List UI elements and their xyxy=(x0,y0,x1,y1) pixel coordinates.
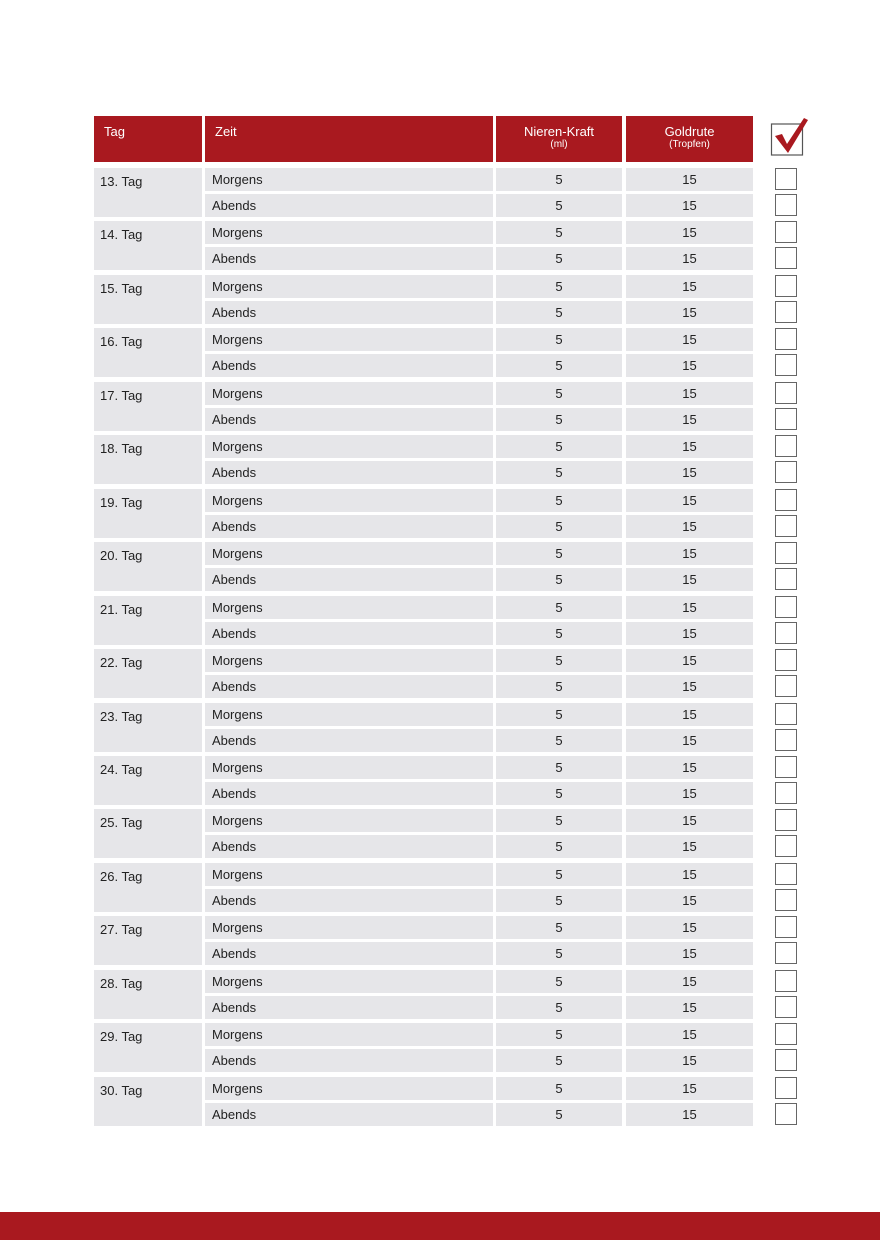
header-zeit-label: Zeit xyxy=(215,124,237,139)
time-of-day-cell: Abends xyxy=(205,1049,493,1072)
time-of-day-cell: Abends xyxy=(205,515,493,538)
header-nieren-kraft-unit: (ml) xyxy=(550,139,568,150)
intake-checkbox[interactable] xyxy=(775,408,797,430)
day-label: 26. Tag xyxy=(94,863,202,912)
nieren-kraft-dose-cell: 5 xyxy=(496,461,622,484)
goldrute-dose-cell: 15 xyxy=(626,515,753,538)
intake-checkbox[interactable] xyxy=(775,275,797,297)
time-of-day-cell: Morgens xyxy=(205,542,493,565)
header-goldrute-unit: (Tropfen) xyxy=(669,139,710,150)
nieren-kraft-dose-cell: 5 xyxy=(496,889,622,912)
goldrute-dose-cell: 15 xyxy=(626,809,753,832)
nieren-kraft-dose-cell: 5 xyxy=(496,275,622,298)
nieren-kraft-dose-cell: 5 xyxy=(496,247,622,270)
intake-checkbox[interactable] xyxy=(775,649,797,671)
time-of-day-cell: Morgens xyxy=(205,703,493,726)
day-label: 23. Tag xyxy=(94,703,202,752)
time-of-day-cell: Morgens xyxy=(205,596,493,619)
day-label: 19. Tag xyxy=(94,489,202,538)
goldrute-dose-cell: 15 xyxy=(626,221,753,244)
time-of-day-cell: Morgens xyxy=(205,809,493,832)
day-label: 30. Tag xyxy=(94,1077,202,1126)
nieren-kraft-dose-cell: 5 xyxy=(496,542,622,565)
intake-checkbox[interactable] xyxy=(775,835,797,857)
time-of-day-cell: Abends xyxy=(205,835,493,858)
goldrute-dose-cell: 15 xyxy=(626,382,753,405)
goldrute-dose-cell: 15 xyxy=(626,408,753,431)
nieren-kraft-dose-cell: 5 xyxy=(496,489,622,512)
time-of-day-cell: Morgens xyxy=(205,275,493,298)
goldrute-dose-cell: 15 xyxy=(626,996,753,1019)
intake-checkbox[interactable] xyxy=(775,1077,797,1099)
goldrute-dose-cell: 15 xyxy=(626,756,753,779)
nieren-kraft-dose-cell: 5 xyxy=(496,1103,622,1126)
day-label: 14. Tag xyxy=(94,221,202,270)
intake-checkbox[interactable] xyxy=(775,568,797,590)
nieren-kraft-dose-cell: 5 xyxy=(496,1077,622,1100)
nieren-kraft-dose-cell: 5 xyxy=(496,996,622,1019)
goldrute-dose-cell: 15 xyxy=(626,1049,753,1072)
nieren-kraft-dose-cell: 5 xyxy=(496,194,622,217)
nieren-kraft-dose-cell: 5 xyxy=(496,782,622,805)
day-label: 21. Tag xyxy=(94,596,202,645)
goldrute-dose-cell: 15 xyxy=(626,889,753,912)
goldrute-dose-cell: 15 xyxy=(626,729,753,752)
time-of-day-cell: Abends xyxy=(205,301,493,324)
nieren-kraft-dose-cell: 5 xyxy=(496,435,622,458)
time-of-day-cell: Abends xyxy=(205,782,493,805)
intake-checkbox[interactable] xyxy=(775,782,797,804)
header-tag-label: Tag xyxy=(104,124,125,139)
intake-checkbox[interactable] xyxy=(775,675,797,697)
time-of-day-cell: Morgens xyxy=(205,1077,493,1100)
intake-checkbox[interactable] xyxy=(775,1049,797,1071)
day-label: 15. Tag xyxy=(94,275,202,324)
day-label: 16. Tag xyxy=(94,328,202,377)
time-of-day-cell: Morgens xyxy=(205,1023,493,1046)
day-label: 22. Tag xyxy=(94,649,202,698)
header-goldrute-label: Goldrute xyxy=(664,124,715,139)
intake-checkbox[interactable] xyxy=(775,354,797,376)
goldrute-dose-cell: 15 xyxy=(626,1103,753,1126)
header-nieren-kraft-label: Nieren-Kraft xyxy=(523,124,595,139)
goldrute-dose-cell: 15 xyxy=(626,1023,753,1046)
goldrute-dose-cell: 15 xyxy=(626,596,753,619)
day-label: 20. Tag xyxy=(94,542,202,591)
time-of-day-cell: Morgens xyxy=(205,489,493,512)
day-label: 28. Tag xyxy=(94,970,202,1019)
intake-checkbox[interactable] xyxy=(775,809,797,831)
intake-checkbox[interactable] xyxy=(775,515,797,537)
nieren-kraft-dose-cell: 5 xyxy=(496,649,622,672)
intake-checkbox[interactable] xyxy=(775,889,797,911)
intake-checkbox[interactable] xyxy=(775,301,797,323)
intake-checkbox[interactable] xyxy=(775,489,797,511)
goldrute-dose-cell: 15 xyxy=(626,489,753,512)
time-of-day-cell: Morgens xyxy=(205,382,493,405)
intake-checkbox[interactable] xyxy=(775,756,797,778)
goldrute-dose-cell: 15 xyxy=(626,675,753,698)
intake-checkbox[interactable] xyxy=(775,729,797,751)
nieren-kraft-dose-cell: 5 xyxy=(496,622,622,645)
goldrute-dose-cell: 15 xyxy=(626,542,753,565)
goldrute-dose-cell: 15 xyxy=(626,1077,753,1100)
time-of-day-cell: Morgens xyxy=(205,435,493,458)
day-label: 24. Tag xyxy=(94,756,202,805)
nieren-kraft-dose-cell: 5 xyxy=(496,221,622,244)
intake-checkbox[interactable] xyxy=(775,542,797,564)
goldrute-dose-cell: 15 xyxy=(626,328,753,351)
intake-checkbox[interactable] xyxy=(775,703,797,725)
nieren-kraft-dose-cell: 5 xyxy=(496,328,622,351)
day-label: 27. Tag xyxy=(94,916,202,965)
nieren-kraft-dose-cell: 5 xyxy=(496,916,622,939)
goldrute-dose-cell: 15 xyxy=(626,782,753,805)
goldrute-dose-cell: 15 xyxy=(626,622,753,645)
nieren-kraft-dose-cell: 5 xyxy=(496,809,622,832)
goldrute-dose-cell: 15 xyxy=(626,970,753,993)
time-of-day-cell: Abends xyxy=(205,568,493,591)
goldrute-dose-cell: 15 xyxy=(626,649,753,672)
intake-checkbox[interactable] xyxy=(775,168,797,190)
nieren-kraft-dose-cell: 5 xyxy=(496,835,622,858)
nieren-kraft-dose-cell: 5 xyxy=(496,729,622,752)
time-of-day-cell: Morgens xyxy=(205,328,493,351)
goldrute-dose-cell: 15 xyxy=(626,461,753,484)
nieren-kraft-dose-cell: 5 xyxy=(496,596,622,619)
day-label: 17. Tag xyxy=(94,382,202,431)
goldrute-dose-cell: 15 xyxy=(626,568,753,591)
day-label: 25. Tag xyxy=(94,809,202,858)
time-of-day-cell: Morgens xyxy=(205,916,493,939)
time-of-day-cell: Abends xyxy=(205,408,493,431)
time-of-day-cell: Morgens xyxy=(205,756,493,779)
time-of-day-cell: Abends xyxy=(205,729,493,752)
time-of-day-cell: Abends xyxy=(205,675,493,698)
nieren-kraft-dose-cell: 5 xyxy=(496,1049,622,1072)
goldrute-dose-cell: 15 xyxy=(626,916,753,939)
nieren-kraft-dose-cell: 5 xyxy=(496,703,622,726)
footer-bar xyxy=(0,1212,880,1240)
time-of-day-cell: Abends xyxy=(205,1103,493,1126)
day-label: 13. Tag xyxy=(94,168,202,217)
intake-checkbox[interactable] xyxy=(775,596,797,618)
day-label: 29. Tag xyxy=(94,1023,202,1072)
intake-checkbox[interactable] xyxy=(775,194,797,216)
intake-checkbox[interactable] xyxy=(775,863,797,885)
goldrute-dose-cell: 15 xyxy=(626,863,753,886)
nieren-kraft-dose-cell: 5 xyxy=(496,1023,622,1046)
time-of-day-cell: Abends xyxy=(205,889,493,912)
goldrute-dose-cell: 15 xyxy=(626,247,753,270)
intake-checkbox[interactable] xyxy=(775,221,797,243)
nieren-kraft-dose-cell: 5 xyxy=(496,942,622,965)
time-of-day-cell: Morgens xyxy=(205,649,493,672)
intake-checkbox[interactable] xyxy=(775,461,797,483)
time-of-day-cell: Morgens xyxy=(205,863,493,886)
goldrute-dose-cell: 15 xyxy=(626,194,753,217)
nieren-kraft-dose-cell: 5 xyxy=(496,408,622,431)
intake-checkbox[interactable] xyxy=(775,916,797,938)
intake-checkbox[interactable] xyxy=(775,328,797,350)
goldrute-dose-cell: 15 xyxy=(626,703,753,726)
intake-checkbox[interactable] xyxy=(775,382,797,404)
time-of-day-cell: Abends xyxy=(205,942,493,965)
nieren-kraft-dose-cell: 5 xyxy=(496,168,622,191)
goldrute-dose-cell: 15 xyxy=(626,942,753,965)
time-of-day-cell: Morgens xyxy=(205,168,493,191)
nieren-kraft-dose-cell: 5 xyxy=(496,515,622,538)
time-of-day-cell: Abends xyxy=(205,247,493,270)
time-of-day-cell: Morgens xyxy=(205,970,493,993)
goldrute-dose-cell: 15 xyxy=(626,435,753,458)
nieren-kraft-dose-cell: 5 xyxy=(496,382,622,405)
nieren-kraft-dose-cell: 5 xyxy=(496,301,622,324)
time-of-day-cell: Abends xyxy=(205,996,493,1019)
intake-checkbox[interactable] xyxy=(775,622,797,644)
intake-checkbox[interactable] xyxy=(775,996,797,1018)
time-of-day-cell: Abends xyxy=(205,194,493,217)
intake-checkbox[interactable] xyxy=(775,970,797,992)
intake-checkbox[interactable] xyxy=(775,942,797,964)
goldrute-dose-cell: 15 xyxy=(626,275,753,298)
intake-checkbox[interactable] xyxy=(775,1103,797,1125)
nieren-kraft-dose-cell: 5 xyxy=(496,756,622,779)
intake-checkbox[interactable] xyxy=(775,247,797,269)
nieren-kraft-dose-cell: 5 xyxy=(496,354,622,377)
time-of-day-cell: Morgens xyxy=(205,221,493,244)
intake-checkbox[interactable] xyxy=(775,1023,797,1045)
nieren-kraft-dose-cell: 5 xyxy=(496,863,622,886)
goldrute-dose-cell: 15 xyxy=(626,168,753,191)
intake-checkbox[interactable] xyxy=(775,435,797,457)
day-label: 18. Tag xyxy=(94,435,202,484)
nieren-kraft-dose-cell: 5 xyxy=(496,675,622,698)
goldrute-dose-cell: 15 xyxy=(626,301,753,324)
time-of-day-cell: Abends xyxy=(205,622,493,645)
nieren-kraft-dose-cell: 5 xyxy=(496,970,622,993)
time-of-day-cell: Abends xyxy=(205,461,493,484)
goldrute-dose-cell: 15 xyxy=(626,354,753,377)
goldrute-dose-cell: 15 xyxy=(626,835,753,858)
nieren-kraft-dose-cell: 5 xyxy=(496,568,622,591)
time-of-day-cell: Abends xyxy=(205,354,493,377)
